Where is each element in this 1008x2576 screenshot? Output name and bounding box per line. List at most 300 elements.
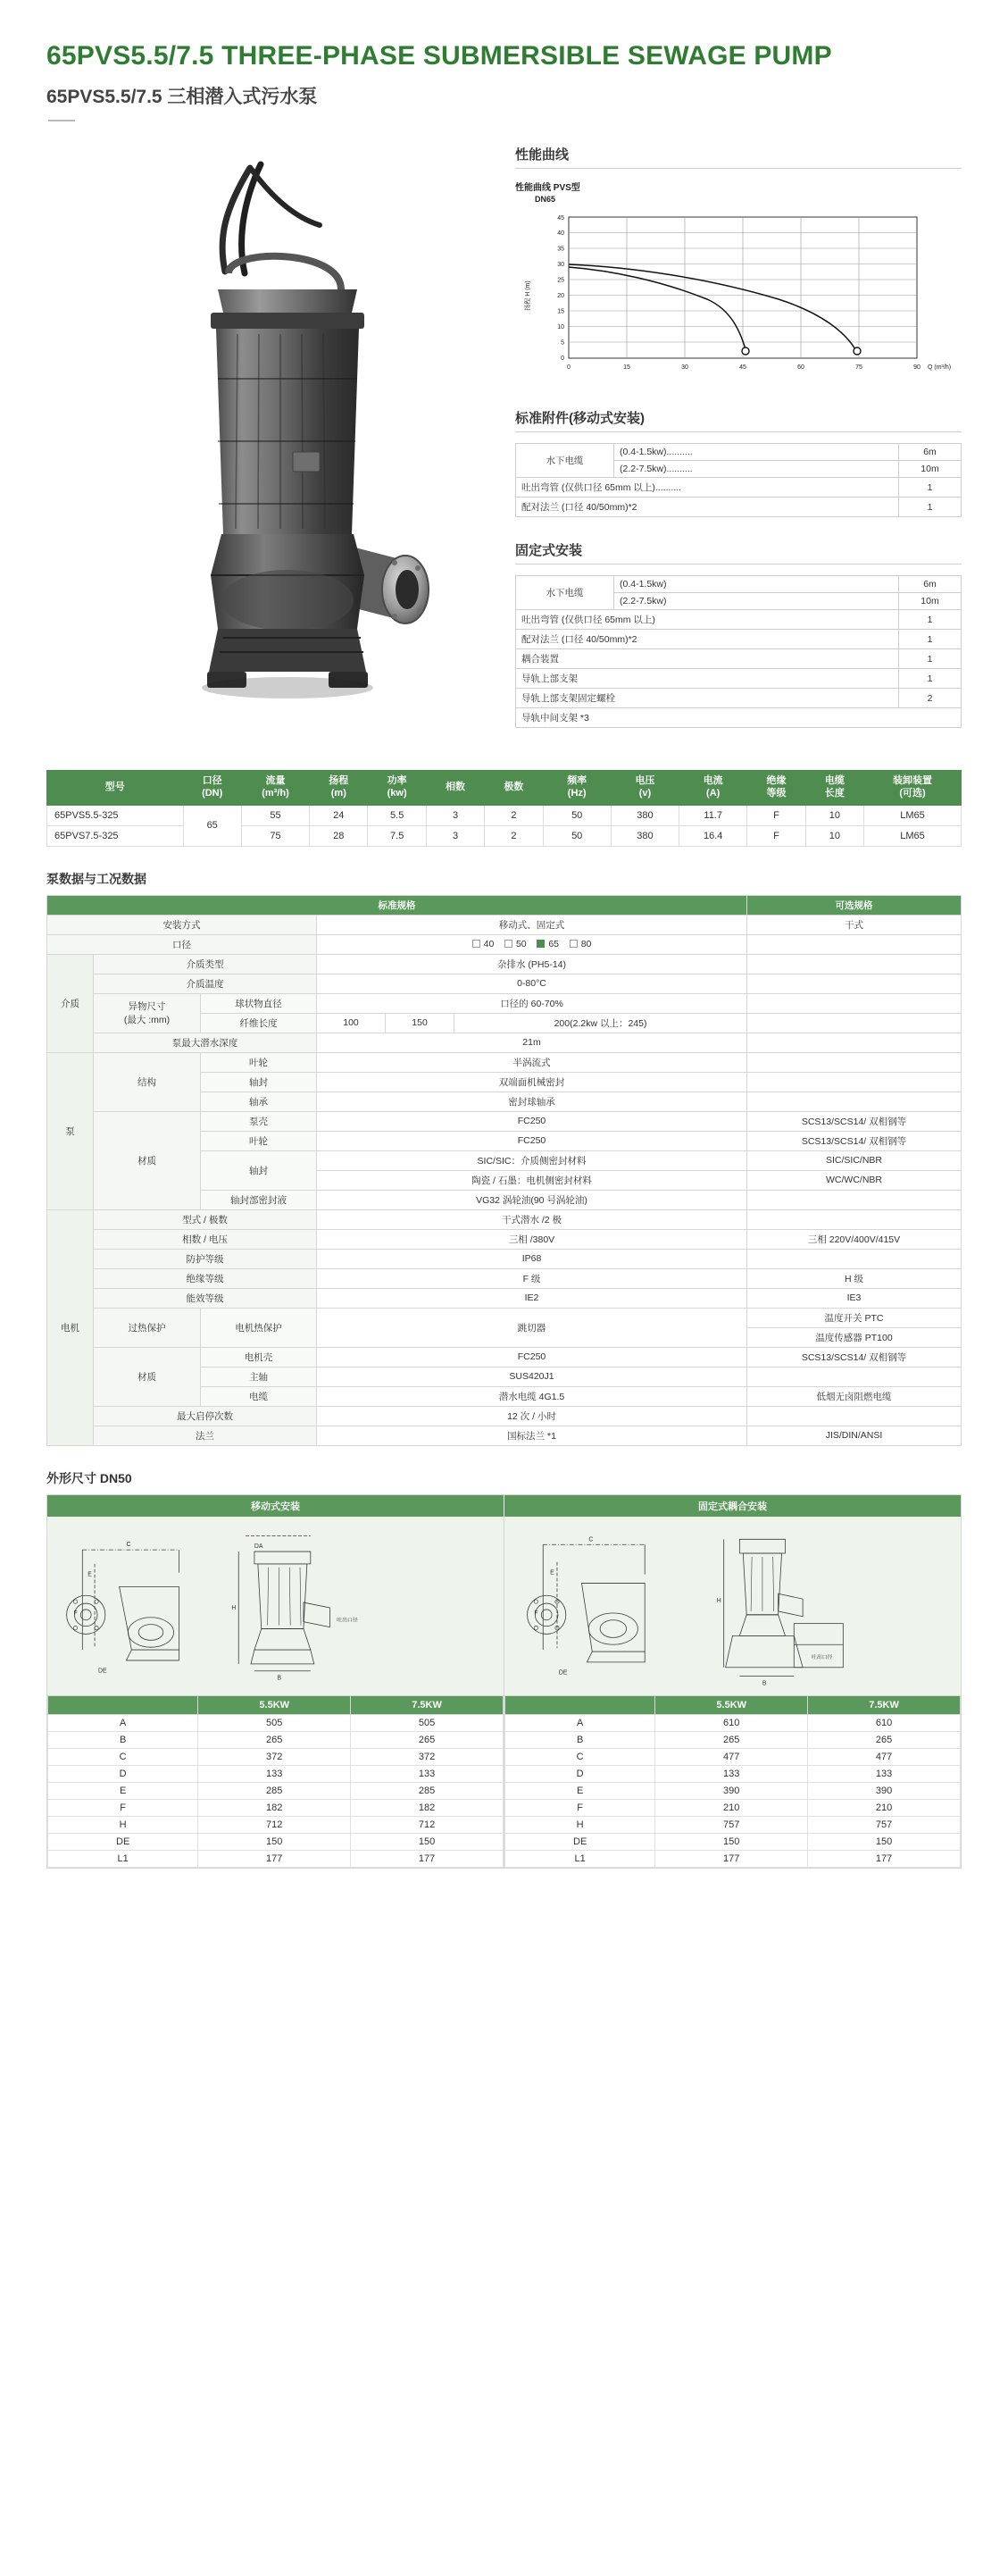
row-label-seal-liquid: 轴封部密封液	[201, 1190, 317, 1209]
drawing-fixed	[504, 1517, 961, 1695]
cell-v1: 610	[655, 1714, 808, 1731]
cell-value: 1	[899, 610, 962, 630]
checkbox-65[interactable]: 65	[537, 939, 559, 949]
cell-value: 2	[899, 689, 962, 708]
cell-optional: JIS/DIN/ANSI	[747, 1426, 962, 1445]
cell-optional	[747, 1367, 962, 1386]
cell-item: (2.2-7.5kw)	[614, 593, 899, 610]
cell-value: 陶瓷 / 石墨：电机侧密封材料	[317, 1170, 747, 1190]
cell-v2: 133	[808, 1765, 961, 1782]
cell-key: DE	[48, 1833, 198, 1850]
cell-v2: 150	[351, 1833, 504, 1850]
svg-text:吐出口径: 吐出口径	[337, 1618, 358, 1624]
cell-freq: 50	[543, 825, 611, 846]
table-row	[47, 1288, 962, 1308]
section-title-fixed: 固定式安装	[515, 540, 962, 565]
cell-head: 28	[310, 825, 368, 846]
cell-device: LM65	[864, 805, 962, 825]
cell-v2: 372	[351, 1748, 504, 1765]
fixed-install-table	[515, 575, 962, 728]
table-row	[516, 689, 962, 708]
svg-text:40: 40	[557, 230, 564, 238]
cell-optional: SCS13/SCS14/ 双相钢等	[747, 1347, 962, 1367]
cell-v1: 150	[198, 1833, 351, 1850]
col-key	[48, 1695, 198, 1714]
cell-v2: 210	[808, 1799, 961, 1816]
svg-text:DE: DE	[558, 1669, 568, 1677]
cell-optional: SCS13/SCS14/ 双相钢等	[747, 1131, 962, 1150]
table-row	[48, 1714, 504, 1731]
cell-value: IP68	[317, 1249, 747, 1268]
cell-key: D	[505, 1765, 655, 1782]
table-header-row	[505, 1695, 961, 1714]
cell-phase: 3	[426, 825, 484, 846]
product-image	[46, 138, 497, 763]
section-title-dimension: 外形尺寸 DN50	[46, 1470, 132, 1485]
table-row	[505, 1731, 961, 1748]
cell-voltage: 380	[611, 805, 679, 825]
cell-key: B	[48, 1731, 198, 1748]
col-75kw: 7.5KW	[351, 1695, 504, 1714]
svg-text:H: H	[231, 1604, 237, 1611]
table-row	[47, 1308, 962, 1327]
cell-v1: 210	[655, 1799, 808, 1816]
row-label-ball-dia: 球状物直径	[201, 993, 317, 1013]
cell-v2: 177	[351, 1850, 504, 1867]
cell-v1: 505	[198, 1714, 351, 1731]
cell-optional	[747, 1033, 962, 1052]
svg-text:C: C	[126, 1542, 131, 1549]
cell-v1: 265	[198, 1731, 351, 1748]
cell-item: (0.4-1.5kw)..........	[614, 444, 899, 461]
svg-text:B: B	[762, 1680, 767, 1687]
cell-value: 21m	[317, 1033, 747, 1052]
chart-canvas	[515, 206, 962, 385]
cell-key: F	[505, 1799, 655, 1816]
cell-v2: 265	[808, 1731, 961, 1748]
table-row	[47, 1033, 962, 1052]
svg-text:35: 35	[557, 246, 564, 253]
cell-v1: 133	[198, 1765, 351, 1782]
dimension-head-fixed: 固定式耦合安装	[504, 1495, 961, 1517]
cell-value: VG32 涡轮油(90 号涡轮油)	[317, 1190, 747, 1209]
model-spec-table	[46, 770, 962, 847]
cell-optional	[747, 934, 962, 954]
cell-power: 5.5	[368, 805, 426, 825]
pump-working-data-table	[46, 895, 962, 1446]
col-optional-spec: 可选规格	[747, 895, 962, 915]
cell-label: 水下电缆	[516, 576, 614, 610]
cell-value: IE2	[317, 1288, 747, 1308]
table-row	[505, 1799, 961, 1816]
cell-v1: 177	[198, 1850, 351, 1867]
drawing-mobile-icon	[47, 1517, 504, 1695]
cell-label: 水下电缆	[516, 444, 614, 478]
row-label-flange: 法兰	[94, 1426, 317, 1445]
cell-value: 12 次 / 小时	[317, 1406, 747, 1426]
cell-poles: 2	[485, 805, 543, 825]
cell-voltage: 380	[611, 825, 679, 846]
section-title-curve: 性能曲线	[515, 145, 962, 169]
row-label-medium-temp: 介质温度	[94, 974, 317, 993]
svg-text:DA: DA	[254, 1543, 263, 1551]
row-label-caliber: 口径	[47, 934, 317, 954]
cell-optional: SIC/SIC/NBR	[747, 1150, 962, 1170]
title-divider	[48, 120, 75, 121]
dimension-head-mobile: 移动式安装	[47, 1495, 504, 1517]
cell-value: 移动式、固定式	[317, 915, 747, 934]
cell-value: FC250	[317, 1347, 747, 1367]
svg-text:Q (m³/h): Q (m³/h)	[928, 364, 952, 372]
cell-optional	[747, 1072, 962, 1091]
cell-device: LM65	[864, 825, 962, 846]
cell-v1: 285	[198, 1782, 351, 1799]
table-header-row	[47, 771, 962, 806]
cell-value: 100	[317, 1013, 386, 1033]
table-row	[505, 1782, 961, 1799]
table-row	[48, 1850, 504, 1867]
table-row	[47, 1229, 962, 1249]
cell-key: B	[505, 1731, 655, 1748]
col-voltage: 电压 (v)	[611, 771, 679, 806]
table-row	[48, 1748, 504, 1765]
cell-value: 密封球轴承	[317, 1091, 747, 1111]
cell-value: F 级	[317, 1268, 747, 1288]
cell-insulation: F	[747, 805, 805, 825]
row-label-max-starts: 最大启停次数	[94, 1406, 317, 1426]
cell-value: SUS420J1	[317, 1367, 747, 1386]
table-row	[505, 1816, 961, 1833]
cell-model: 65PVS7.5-325	[47, 825, 184, 846]
cell-key: E	[48, 1782, 198, 1799]
cell-value: FC250	[317, 1131, 747, 1150]
cell-v2: 285	[351, 1782, 504, 1799]
table-row	[47, 934, 962, 954]
cell-v2: 757	[808, 1816, 961, 1833]
section-title-accessories: 标准附件(移动式安装)	[515, 408, 962, 432]
row-label-casing: 泵壳	[201, 1111, 317, 1131]
cell-value: 1	[899, 630, 962, 649]
col-insulation: 绝缘 等级	[747, 771, 805, 806]
table-row	[48, 1782, 504, 1799]
cell-key: D	[48, 1765, 198, 1782]
cell-v1: 150	[655, 1833, 808, 1850]
table-row	[505, 1765, 961, 1782]
svg-text:45: 45	[557, 215, 564, 222]
col-55kw: 5.5KW	[655, 1695, 808, 1714]
cell-value: 口径的 60-70%	[317, 993, 747, 1013]
cell-v1: 177	[655, 1850, 808, 1867]
svg-text:E: E	[550, 1569, 554, 1577]
cell-head: 24	[310, 805, 368, 825]
cell-optional: 低烟无卤阻燃电缆	[747, 1386, 962, 1406]
checkbox-80[interactable]: 80	[570, 939, 592, 949]
table-row	[47, 974, 962, 993]
cell-value: 1	[899, 649, 962, 669]
cell-optional	[747, 1013, 962, 1033]
row-label-efficiency: 能效等级	[94, 1288, 317, 1308]
svg-text:C: C	[588, 1536, 594, 1543]
table-row	[516, 478, 962, 498]
cell-cable: 10	[805, 805, 863, 825]
cell-item: (2.2-7.5kw)..........	[614, 461, 899, 478]
col-device: 装卸装置 (可选)	[864, 771, 962, 806]
col-flow: 流量 (m³/h)	[241, 771, 309, 806]
svg-text:0: 0	[561, 355, 564, 363]
dimension-section	[46, 1494, 962, 1869]
cell-value: FC250	[317, 1111, 747, 1131]
cell-optional	[747, 1406, 962, 1426]
cell-v2: 265	[351, 1731, 504, 1748]
cell-item: 导轨上部支架固定螺栓	[516, 689, 899, 708]
cell-value: 双端面机械密封	[317, 1072, 747, 1091]
row-label-install: 安装方式	[47, 915, 317, 934]
dimension-table-mobile	[47, 1695, 504, 1868]
row-label-foreign-size: 异物尺寸 (最大 :mm)	[94, 993, 201, 1033]
cell-current: 16.4	[679, 825, 747, 846]
svg-text:10: 10	[557, 324, 564, 331]
cell-value: SIC/SIC：介质侧密封材料	[317, 1150, 747, 1170]
col-cable: 电缆 长度	[805, 771, 863, 806]
cell-v2: 177	[808, 1850, 961, 1867]
table-row	[48, 1731, 504, 1748]
cell-v2: 390	[808, 1782, 961, 1799]
svg-text:F: F	[534, 1610, 538, 1617]
svg-text:60: 60	[797, 364, 804, 372]
hero-right-column	[515, 138, 962, 763]
col-model: 型号	[47, 771, 184, 806]
cell-caliber-options	[317, 934, 747, 954]
row-label-impeller-mat: 叶轮	[201, 1131, 317, 1150]
dimension-drawings	[47, 1517, 961, 1695]
cell-v1: 182	[198, 1799, 351, 1816]
cell-insulation: F	[747, 825, 805, 846]
col-phase: 相数	[426, 771, 484, 806]
table-row	[47, 1426, 962, 1445]
cell-v1: 757	[655, 1816, 808, 1833]
cell-value: 6m	[899, 576, 962, 593]
row-label-structure: 结构	[94, 1052, 201, 1111]
cell-key: F	[48, 1799, 198, 1816]
cell-optional	[747, 993, 962, 1013]
dimension-header	[47, 1495, 961, 1517]
cell-key: DE	[505, 1833, 655, 1850]
col-75kw: 7.5KW	[808, 1695, 961, 1714]
table-row	[505, 1714, 961, 1731]
row-label-motor-material: 材质	[94, 1347, 201, 1406]
checkbox-40[interactable]: 40	[472, 939, 495, 949]
table-row	[505, 1850, 961, 1867]
svg-text:20: 20	[557, 293, 564, 300]
svg-text:90: 90	[913, 364, 921, 372]
accessories-table	[515, 443, 962, 517]
row-label-type-poles: 型式 / 极数	[94, 1209, 317, 1229]
cell-optional: WC/WC/NBR	[747, 1170, 962, 1190]
cell-key: C	[505, 1748, 655, 1765]
cell-value: 杂排水 (PH5-14)	[317, 954, 747, 974]
svg-text:30: 30	[557, 262, 564, 269]
cell-optional	[747, 1190, 962, 1209]
svg-text:H: H	[716, 1597, 721, 1604]
cell-v2: 712	[351, 1816, 504, 1833]
cell-key: H	[505, 1816, 655, 1833]
cell-phase: 3	[426, 805, 484, 825]
table-row	[516, 649, 962, 669]
table-row	[47, 993, 962, 1013]
table-row	[516, 610, 962, 630]
cell-optional	[747, 974, 962, 993]
cell-value: 三相 /380V	[317, 1229, 747, 1249]
cell-optional: H 级	[747, 1268, 962, 1288]
table-row	[48, 1833, 504, 1850]
cell-v2: 610	[808, 1714, 961, 1731]
row-label-insulation-class: 绝缘等级	[94, 1268, 317, 1288]
table-header-row	[48, 1695, 504, 1714]
svg-text:15: 15	[557, 308, 564, 315]
cell-value: 1	[899, 478, 962, 498]
cell-v2: 133	[351, 1765, 504, 1782]
table-row	[505, 1833, 961, 1850]
drawing-fixed-icon	[504, 1517, 961, 1695]
row-label-main-shaft: 主轴	[201, 1367, 317, 1386]
svg-text:75: 75	[855, 364, 862, 372]
cell-key: E	[505, 1782, 655, 1799]
cell-value: 跳切器	[317, 1308, 747, 1347]
chart-subtitle: DN65	[535, 195, 556, 205]
page-title-en: 65PVS5.5/7.5 THREE-PHASE SUBMERSIBLE SEWAGE PUMP	[46, 41, 832, 71]
row-label-bearing: 轴承	[201, 1091, 317, 1111]
dimension-table-fixed	[504, 1695, 961, 1868]
table-row	[505, 1748, 961, 1765]
cell-v2: 150	[808, 1833, 961, 1850]
table-row	[47, 1209, 962, 1229]
cell-optional	[747, 954, 962, 974]
table-row	[48, 1799, 504, 1816]
row-label-phase-voltage: 相数 / 电压	[94, 1229, 317, 1249]
row-label-shaft-seal: 轴封	[201, 1072, 317, 1091]
svg-text:5: 5	[561, 339, 564, 347]
cell-value: 干式潜水 /2 极	[317, 1209, 747, 1229]
page-title-cn: 65PVS5.5/7.5 三相潜入式污水泵	[46, 87, 318, 108]
col-freq: 频率 (Hz)	[543, 771, 611, 806]
cell-cable: 10	[805, 825, 863, 846]
cell-key: H	[48, 1816, 198, 1833]
cell-v1: 390	[655, 1782, 808, 1799]
cell-power: 7.5	[368, 825, 426, 846]
cell-value: 6m	[899, 444, 962, 461]
table-row	[47, 954, 962, 974]
cell-value: 150	[386, 1013, 454, 1033]
col-dn: 口径 (DN)	[183, 771, 241, 806]
cell-flow: 55	[241, 805, 309, 825]
cell-v1: 265	[655, 1731, 808, 1748]
cell-item: 配对法兰 (口径 40/50mm)*2	[516, 630, 899, 649]
pump-drawing-icon	[118, 155, 457, 745]
cell-v1: 477	[655, 1748, 808, 1765]
cell-optional: IE3	[747, 1288, 962, 1308]
cell-value: 10m	[899, 593, 962, 610]
cell-v2: 182	[351, 1799, 504, 1816]
svg-text:扬程 H (m): 扬程 H (m)	[525, 280, 531, 312]
cell-item: 导轨上部支架	[516, 669, 899, 689]
cell-current: 11.7	[679, 805, 747, 825]
cell-item: 配对法兰 (口径 40/50mm)*2	[516, 498, 899, 517]
row-label-seal-mat: 轴封	[201, 1150, 317, 1190]
cell-value: 200(2.2kw 以上：245)	[454, 1013, 747, 1033]
group-label-motor: 电机	[47, 1209, 94, 1445]
checkbox-50[interactable]: 50	[504, 939, 527, 949]
table-row	[516, 498, 962, 517]
cell-v1: 133	[655, 1765, 808, 1782]
cell-item: 耦合装置	[516, 649, 899, 669]
svg-text:B: B	[277, 1675, 282, 1682]
row-label-overheat: 过热保护	[94, 1308, 201, 1347]
cell-optional: SCS13/SCS14/ 双相钢等	[747, 1111, 962, 1131]
cell-optional	[747, 1091, 962, 1111]
row-label-motor-thermal: 电机热保护	[201, 1308, 317, 1347]
col-key	[505, 1695, 655, 1714]
col-55kw: 5.5KW	[198, 1695, 351, 1714]
col-head: 扬程 (m)	[310, 771, 368, 806]
svg-text:DE: DE	[97, 1668, 107, 1675]
drawing-mobile	[47, 1517, 504, 1695]
row-label-fiber-length: 纤维长度	[201, 1013, 317, 1033]
table-row	[48, 1765, 504, 1782]
section-title-pump-data: 泵数据与工况数据	[46, 871, 146, 886]
col-power: 功率 (kw)	[368, 771, 426, 806]
cell-v1: 372	[198, 1748, 351, 1765]
table-row	[47, 1249, 962, 1268]
svg-text:吐出口径: 吐出口径	[811, 1654, 833, 1660]
svg-text:45: 45	[739, 364, 746, 372]
svg-text:E: E	[87, 1571, 92, 1578]
col-poles: 极数	[485, 771, 543, 806]
cell-poles: 2	[485, 825, 543, 846]
row-label-protection: 防护等级	[94, 1249, 317, 1268]
cell-optional: 温度开关 PTC	[747, 1308, 962, 1327]
svg-text:30: 30	[681, 364, 688, 372]
col-current: 电流 (A)	[679, 771, 747, 806]
row-label-cable: 电缆	[201, 1386, 317, 1406]
table-row	[47, 1347, 962, 1367]
cell-item: 吐出弯管 (仅供口径 65mm 以上)..........	[516, 478, 899, 498]
cell-key: A	[48, 1714, 198, 1731]
cell-key: A	[505, 1714, 655, 1731]
table-row	[47, 1111, 962, 1131]
cell-key: L1	[48, 1850, 198, 1867]
table-row	[516, 576, 962, 593]
performance-curve-chart	[515, 180, 962, 385]
cell-v1: 712	[198, 1816, 351, 1833]
cell-optional: 温度传感器 PT100	[747, 1327, 962, 1347]
cell-value: 潜水电缆 4G1.5	[317, 1386, 747, 1406]
col-standard-spec: 标准规格	[47, 895, 747, 915]
cell-value: 10m	[899, 461, 962, 478]
cell-item: 导轨中间支架 *3	[516, 708, 962, 728]
cell-freq: 50	[543, 805, 611, 825]
pump-illustration	[118, 155, 457, 745]
chart-title: 性能曲线 PVS型	[515, 183, 580, 194]
cell-value: 0-80°C	[317, 974, 747, 993]
cell-value: 1	[899, 669, 962, 689]
hero-section	[46, 138, 962, 763]
row-label-medium-type: 介质类型	[94, 954, 317, 974]
cell-optional: 干式	[747, 915, 962, 934]
svg-text:F: F	[73, 1610, 78, 1617]
svg-text:25: 25	[557, 277, 564, 284]
table-row	[47, 1406, 962, 1426]
cell-key: L1	[505, 1850, 655, 1867]
